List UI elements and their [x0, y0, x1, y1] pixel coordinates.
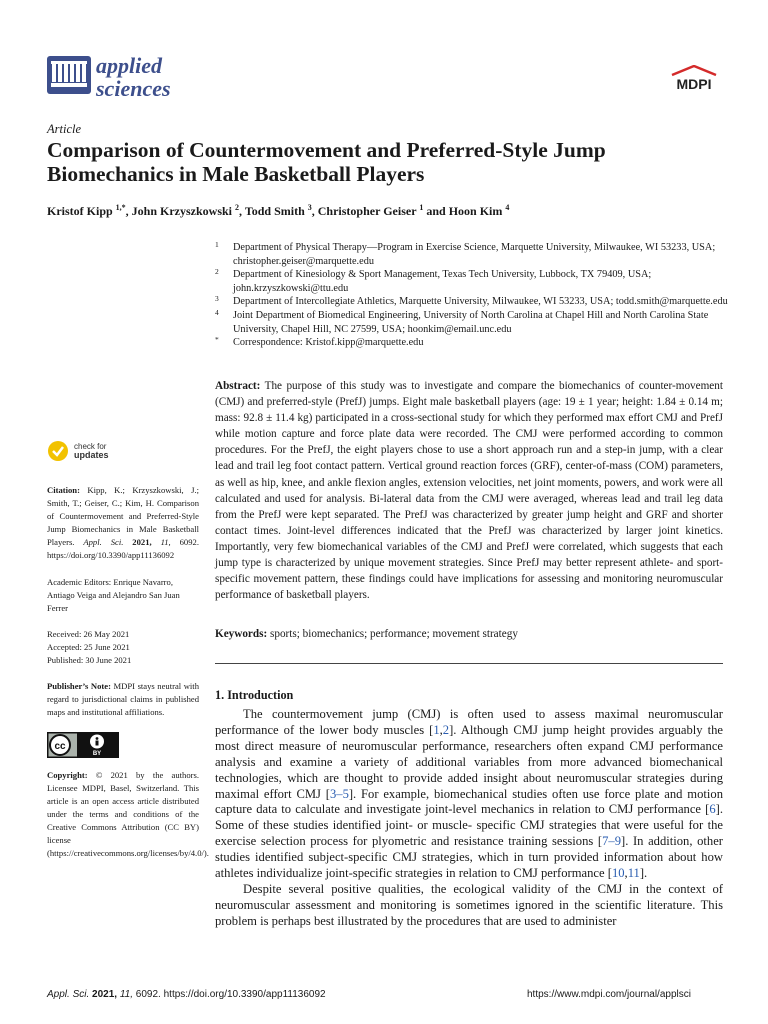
creative-commons-icon[interactable] [47, 732, 119, 758]
journal-name-line2: sciences [96, 76, 171, 101]
accepted-date: Accepted: 25 June 2021 [47, 641, 130, 652]
check-updates-text [74, 442, 109, 460]
check-updates-icon [47, 440, 69, 462]
citation-volume: 11, [160, 537, 171, 548]
citation-ref-link[interactable]: 10 [611, 866, 625, 881]
citation-text: Kipp, K.; Krzyszkowski, J.; Smith, T.; Geiser, C.; Kim, H. Comparison of Countermovement and Preferred-Style Jump Biomechanics in Male Basketball Players. [47, 485, 199, 548]
intro-text: ]. [639, 866, 648, 881]
intro-text: , [439, 722, 443, 737]
footer-year: 2021, [92, 989, 118, 1000]
footer-doi[interactable]: 6092. https://doi.org/10.3390/app11136092 [135, 989, 326, 1000]
affiliation-item [215, 336, 735, 350]
citation-year: 2021, [132, 537, 152, 548]
citation-ref-link[interactable]: 3–5 [329, 786, 349, 801]
affiliation-item [215, 295, 735, 309]
author-affiliation-sup: 2 [235, 203, 240, 212]
intro-paragraph-2: Despite several positive qualities, the ecological validity of the CMJ in the context of neuromuscular assessment and monitoring is sometimes ignored in the scientific literature. This problem is perhaps best illustrated by the procedures that are used to administer [215, 881, 723, 928]
affiliation-text: Department of Physical Therapy—Program in Exercise Science, Marquette University, Milwaukee, WI 53233, USA; christopher.geiser@marquette.edu [233, 242, 716, 267]
affiliations [215, 241, 735, 350]
abstract-label: Abstract: [215, 380, 261, 392]
check-line2: updates [74, 450, 109, 460]
affiliation-number: * [215, 335, 219, 345]
author-affiliation-sup: 1,* [115, 203, 126, 212]
affiliation-item [215, 309, 735, 336]
author-affiliation-sup: 1 [419, 203, 424, 212]
author-affiliation-sup: 4 [505, 203, 510, 212]
author-affiliation-sup: 3 [307, 203, 312, 212]
citation-ref-link[interactable]: 11 [627, 866, 640, 881]
published-date: Published: 30 June 2021 [47, 655, 132, 666]
article-type: Article [47, 122, 82, 136]
received-date: Received: 26 May 2021 [47, 628, 130, 639]
academic-editors: Academic Editors: Enrique Navarro, Antiago Veiga and Alejandro San Juan Ferrer [47, 576, 180, 613]
article-title: Comparison of Countermovement and Preferred-Style Jump Biomechanics in Male Basketball Players [47, 138, 606, 186]
intro-text: ]. Some of these studies identified joint- or muscle- specific CMJ strategies that were useful for the exercise selection process for plyometric and resistance training sessions [ [215, 802, 723, 849]
dates [47, 628, 199, 667]
cc-by-label: BY [92, 751, 102, 758]
abstract-text: The purpose of this study was to investigate and compare the biomechanics of counter-movement (CMJ) and preferred-style (PrefJ) jumps. Eight male basketball players (age: 19 ± 1 year; height: 1.84 ± 0.14 m; mass: 92.8 ± 11.4 kg) participated in a cross-sectional study for which they performed max effort CMJ and PrefJ while motion capture and force plate data were recorded. The CMJ were performed according to common procedures. For the PrefJ, the eight players chose to use a short approach run and a step-in jump, with a clear lead and trail leg foot contact pattern. Vertical ground reaction forces (GRF), center-of-mass (COM) parameters, as well as hip, knee, and ankle flexion angles, extension velocities, net joint moments, powers, and work were all calculated and used for analysis. Bi-lateral data from the CMJ were averaged, whereas lead and trail leg data from the PrefJ were kept separated. The PrefJ was characterized by greater jump height and GRF and shorter contact times. Joint-level differences indicated that the PrefJ was characterized by larger joint kinetics. Importantly, very few biomechanical variables of the CMJ and PrefJ were correlated, which suggests that each jump type is characterized by unique movement strategies. Since PrefJ may better represent athlete- and sport-specific movement pattern, these findings could have implications for assessing and monitoring neuromuscular performance of basketball players. [215, 380, 723, 602]
footer-citation [47, 989, 326, 1000]
citation-ref-link[interactable]: 1 [433, 722, 440, 737]
author-name: Todd Smith [244, 204, 308, 218]
intro-text: , [624, 866, 628, 881]
citation-label: Citation: [47, 485, 80, 495]
svg-text:cc: cc [54, 741, 66, 753]
author-name: Hoon Kim [448, 204, 506, 218]
affiliation-item [215, 268, 735, 295]
copyright-label: Copyright: [47, 769, 88, 780]
journal-name-line1: applied [96, 53, 162, 78]
citation-ref-link[interactable]: 7–9 [602, 834, 621, 849]
abstract [215, 378, 723, 603]
intro-text: ]. Although CMJ jump height provides arguably the most direct measure of neuromuscular performance, researchers often expand CMJ performance analysis and examine a variety of additional variables from more advanced biomechanical technologies, which are thought to provide added insight about neuromuscular strategies during maximal effort CMJ [ [215, 722, 724, 801]
citation-doi[interactable]: 6092. https://doi.org/10.3390/app11136092 [47, 537, 199, 561]
intro-paragraph-1 [215, 707, 723, 882]
affiliation-text: Joint Department of Biomedical Engineering, University of North Carolina at Chapel Hill and North Carolina State University, Chapel Hill, NC 27599, USA; hoonkim@email.unc.edu [233, 309, 709, 335]
intro-text: ]. For example, biomechanical studies often use force plate and motion capture data to calculate and investigate joint-level mechanics in relation to CMJ performance [ [215, 786, 723, 817]
citation-journal: Appl. Sci. [83, 537, 124, 548]
citation-ref-link[interactable]: 2 [442, 722, 450, 737]
journal-logo-icon [47, 56, 91, 94]
section-divider [215, 663, 723, 664]
author-name: Kristof Kipp [47, 204, 116, 218]
author-name: John Krzyszkowski [131, 204, 236, 218]
copyright [47, 769, 209, 861]
keywords-label: Keywords: [215, 628, 268, 640]
copyright-text: © 2021 by the authors. Licensee MDPI, Basel, Switzerland. This article is an open access article distributed under the terms and conditions of the Creative Commons Attribution (CC BY) license (https://creativecommons.org/licenses/by/4.0/). [47, 769, 209, 859]
mdpi-logo-icon [668, 65, 720, 91]
sidebar [47, 440, 209, 873]
author-name: Christopher Geiser [317, 204, 420, 218]
publisher-note-text: MDPI stays neutral with regard to jurisdictional claims in published maps and institutional affiliations. [47, 681, 199, 718]
affiliation-number: 4 [215, 307, 219, 317]
journal-name [96, 54, 171, 100]
publisher-note-label: Publisher’s Note: [47, 681, 111, 692]
author-list: Kristof Kipp $^{1,*}$, John Krzyszkowski $^2$, Todd Smith $^3$, Christopher Geiser $^1$ and Hoon Kim $^4$ [47, 203, 510, 218]
intro-text: ]. In addition, other studies identified subject-specific CMJ strategies, which in turn provided information about how athletes individualize joint-specific strategies in relation to CMJ performance [ [215, 834, 723, 881]
footer-journal: Appl. Sci. [47, 989, 90, 1000]
introduction-body [215, 707, 723, 930]
check-line1: check for [74, 442, 107, 451]
intro-text: The countermovement jump (CMJ) is often used to assess maximal neuromuscular performance of the lower body muscles [ [215, 707, 723, 737]
citation [47, 484, 199, 563]
citation-ref-link[interactable]: 6 [709, 802, 716, 817]
affiliation-item [215, 241, 735, 268]
publisher-name: MDPI [676, 76, 712, 91]
keywords-text: sports; biomechanics; performance; movement strategy [270, 628, 518, 640]
affiliation-text: Correspondence: Kristof.kipp@marquette.edu [233, 337, 424, 349]
affiliation-text: Department of Intercollegiate Athletics, Marquette University, Milwaukee, WI 53233, USA; todd.smith@marquette.edu [233, 296, 728, 308]
affiliation-text: Department of Kinesiology & Sport Management, Texas Tech University, Lubbock, TX 79409, USA; john.krzyszkowski@ttu.edu [233, 269, 652, 294]
affiliation-number: 3 [215, 294, 219, 304]
section-title: 1. Introduction [215, 688, 294, 702]
keywords [215, 628, 723, 640]
check-for-updates-button[interactable] [47, 440, 199, 462]
publisher-note [47, 680, 199, 719]
affiliation-number: 2 [215, 267, 219, 277]
footer-journal-url[interactable]: https://www.mdpi.com/journal/applsci [527, 989, 691, 1000]
affiliation-number: 1 [215, 240, 219, 249]
footer-volume: 11, [119, 989, 134, 1000]
